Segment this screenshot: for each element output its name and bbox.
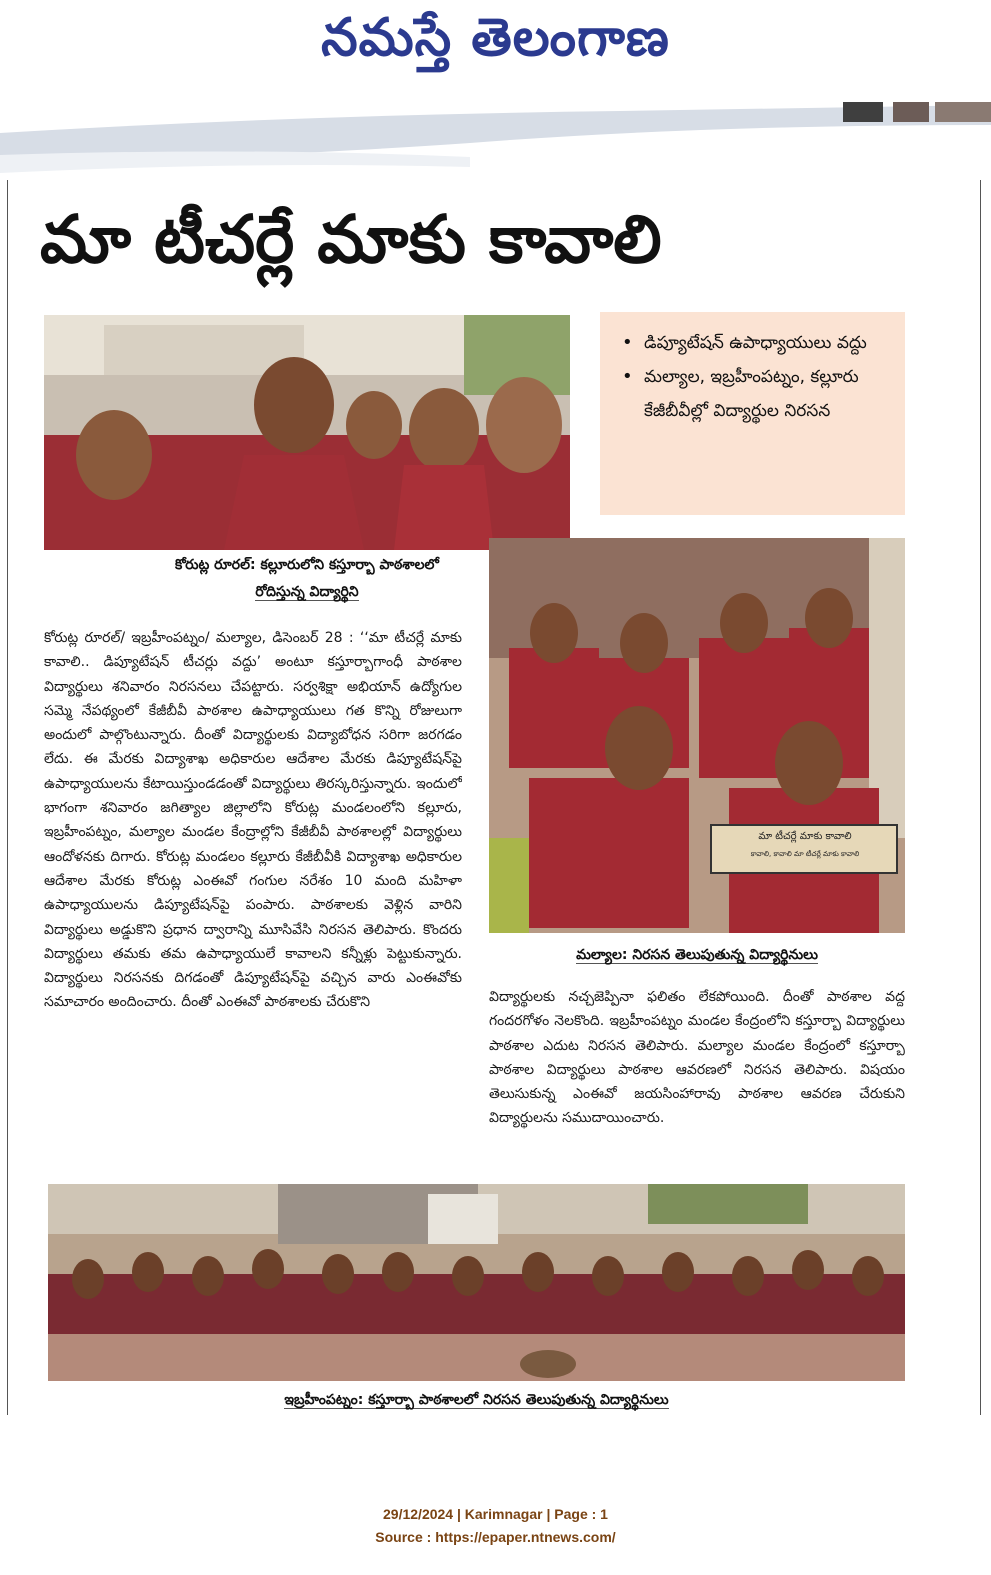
placard-text-line2: కావాలి, కావాలి మా టీచర్లే మాకు కావాలి <box>750 850 860 858</box>
footer-date-edition: 29/12/2024 | Karimnagar | Page : 1 <box>383 1506 608 1522</box>
caption-bottom <box>48 1388 905 1412</box>
frame-right-rule <box>980 180 981 1415</box>
placard-text-line1: మా టీచర్లే మాకు కావాలి <box>758 831 852 842</box>
photo-crying-student <box>44 315 570 550</box>
masthead-swoosh <box>0 95 991 185</box>
caption-top-left-line2-text: రోదిస్తున్న విద్యార్థిని <box>255 584 359 600</box>
photo-ibrahimpatnam-illustration <box>48 1184 905 1381</box>
caption-right <box>489 943 905 967</box>
caption-right-text: మల్యాల: నిరసన తెలుపుతున్న విద్యార్థినులు <box>576 947 818 963</box>
frame-left-rule <box>7 180 8 1415</box>
photo-malyala-protest <box>489 538 905 933</box>
masthead-logo: నమస్తే తెలంగాణ <box>321 8 670 68</box>
caption-bottom-text: ఇబ్రహీంపట్నం: కస్తూర్బా పాఠశాలలో నిరసన తెలుపుతున్న విద్యార్థినులు <box>284 1392 669 1408</box>
footer-source-link[interactable]: Source : https://epaper.ntnews.com/ <box>375 1529 616 1545</box>
photo-crying-student-illustration <box>44 315 570 550</box>
highlight-item: • మల్యాల, ఇబ్రహీంపట్నం, కల్లూరు కేజీబీవీల్లో విద్యార్థుల నిరసన <box>616 360 893 428</box>
article-column-2: విద్యార్థులకు నచ్చజెప్పినా ఫలితం లేకపోయింది. దీంతో పాఠశాల వద్ద గందరగోళం నెలకొంది. ఇబ్రహీంపట్నం మండల కేంద్రంలోని కస్తూర్బా విద్యార్థులు పాఠశాల ఎదుట నిరసన తెలిపారు. మల్యాల మండల కేంద్రంలో కస్తూర్బా పాఠశాల విద్యార్థులు పాఠశాల ఆవరణలో నిరసన తెలిపారు. విషయం తెలుసుకున్న ఎంఈవో జయసింహారావు పాఠశాల ఆవరణ చేరుకుని విద్యార్థులను సముదాయించారు. <box>489 989 905 1127</box>
caption-top-left-line1: కోరుట్ల రూరల్: కల్లూరులోని కస్తూర్బా పాఠశాలలో <box>175 557 439 573</box>
photo-ibrahimpatnam-protest <box>48 1184 905 1381</box>
photo-malyala-illustration <box>489 538 905 933</box>
article-column-1: కోరుట్ల రూరల్/ ఇబ్రహీంపట్నం/ మల్యాల, డిసెంబర్ 28 : ‘‘మా టీచర్లే మాకు కావాలి.. డిప్యూటేషన్ టీచర్లు వద్దు’ అంటూ కస్తూర్బాగాంధీ పాఠశాల విద్యార్థులు శనివారం నిరసనలు చేపట్టారు. సర్వశిక్షా అభియాన్ ఉద్యోగుల సమ్మె నేపథ్యంలో కేజీబీవీ పాఠశాల ఉపాధ్యాయులు గత కొన్ని రోజులుగా అందులో పాల్గొంటున్నారు. దీంతో విద్యార్థులకు విద్యాబోధన సరిగా జరగడం లేదు. ఈ మేరకు విద్యాశాఖ అధికారుల ఆదేశాల మేరకు డిప్యూటేషన్‌పై ఉపాధ్యాయులను కేటాయిస్తుండడంతో విద్యార్థులు తిరస్కరిస్తున్నారు. ఇందులో భాగంగా శనివారం జగిత్యాల జిల్లాలోని కోరుట్ల మండలంలోని కల్లూరు, ఇబ్రహీంపట్నం, మల్యాల మండల కేంద్రాల్లోని కేజీబీవీ పాఠశాలల్లో విద్యార్థులు ఆందోళనకు దిగారు. కోరుట్ల మండలం కల్లూరు కేజీబీవీకి విద్యాశాఖ అధికారుల ఆదేశాల మేరకు కోరుట్ల ఎంఈవో గంగుల నరేశం 10 మంది మహిళా ఉపాధ్యాయులను డిప్యూటేషన్‌పై పంపారు. పాఠశాలకు వెళ్లిన వారిని విద్యార్థులు అడ్డుకొని ప్రధాన ద్వారాన్ని మూసివేసి నిరసన తెలిపారు. కొందరు విద్యార్థులు తమకు తమ ఉపాధ్యాయులే కావాలని కన్నీళ్లు పెట్టుకున్నారు. విద్యార్థులు నిరసనకు దిగడంతో డిప్యూటేషన్‌పై వచ్చిన వారు ఎంఈవోకు సమాచారం అందించారు. దీంతో ఎంఈవో పాఠశాలకు చేరుకొని <box>44 630 462 1011</box>
highlights-box <box>600 312 905 515</box>
highlight-item: • డిప్యూటేషన్ ఉపాధ్యాయులు వద్దు <box>616 326 893 360</box>
headline: మా టీచర్లే మాకు కావాలి <box>40 201 662 278</box>
